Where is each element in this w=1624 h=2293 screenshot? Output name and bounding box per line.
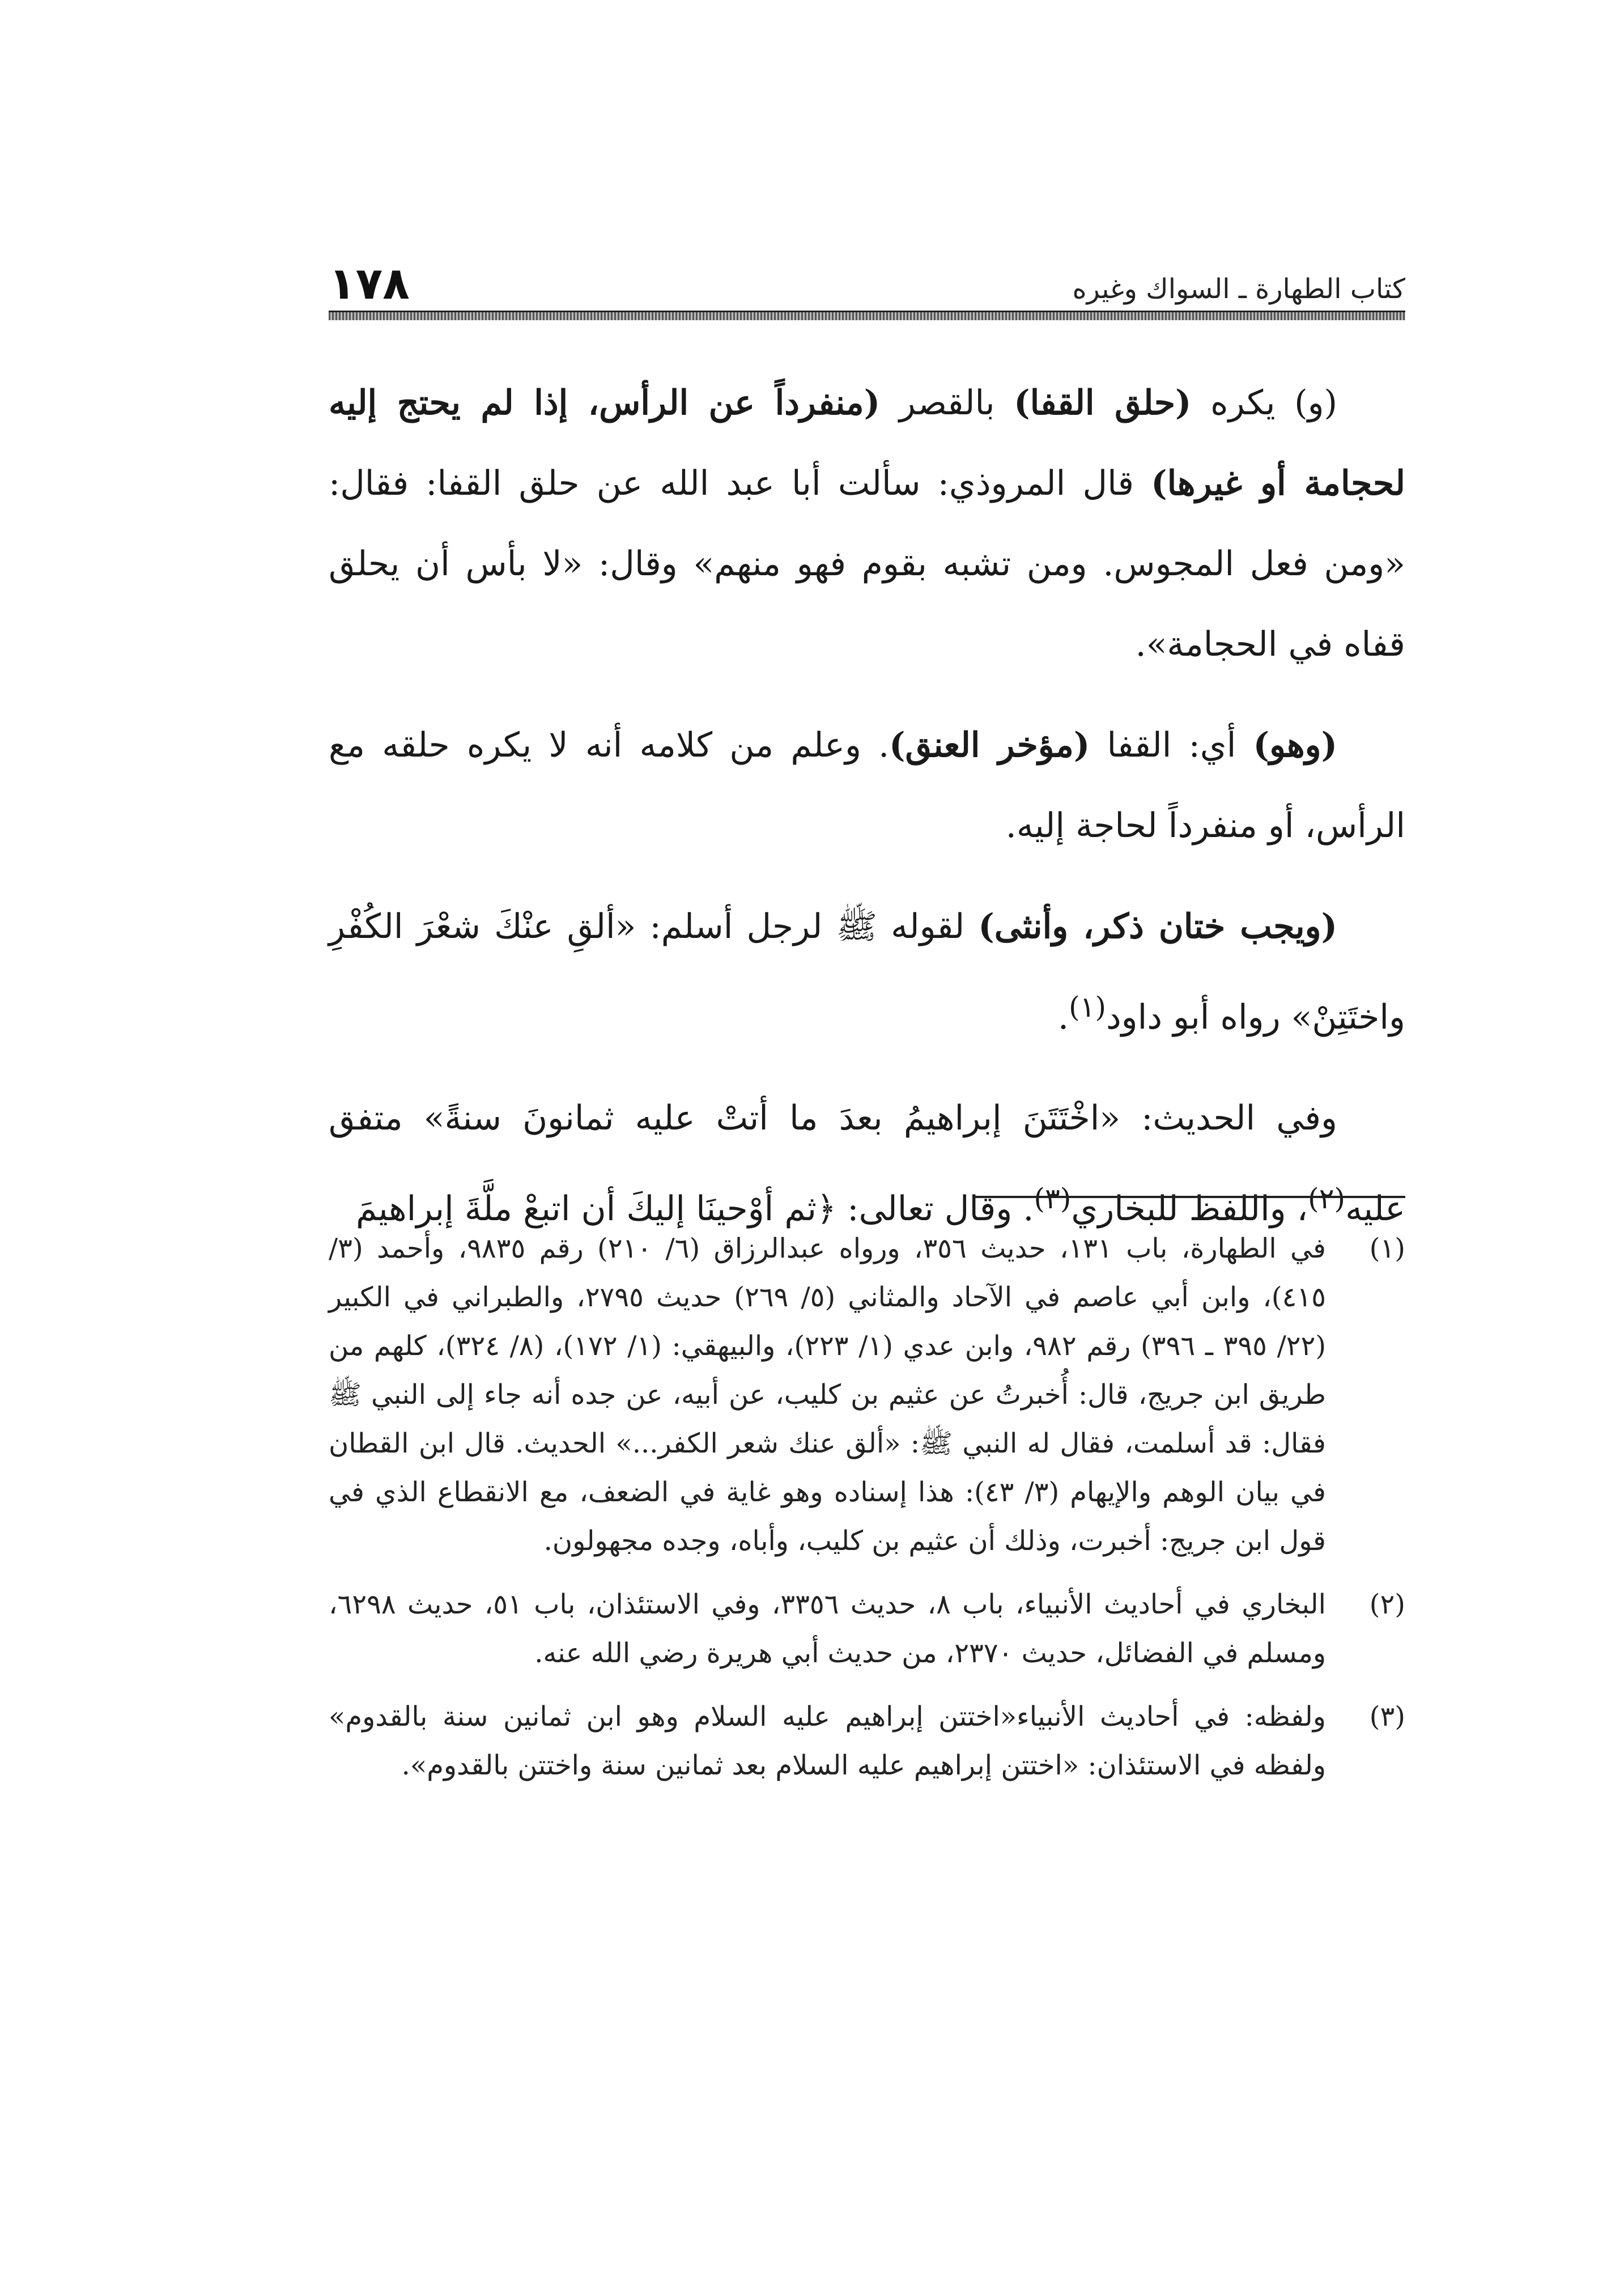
p2-part2: . وعلم من كلامه أنه لا يكره حلقه مع الرأس، أو منفرداً لحاجة إليه. (329, 725, 1405, 846)
footnote-ref-1[interactable]: (١) (1069, 991, 1106, 1024)
p1-bold2: (منفرداً عن الرأس، إذا لم يحتج إليه لحجامة أو غيرها) (329, 383, 1406, 503)
paragraph-3 (329, 886, 1405, 1058)
p2-part1: أي: القفا (1090, 725, 1253, 765)
footnote-number: (٣) (1369, 1701, 1405, 1733)
footnote-number: (١) (1369, 1233, 1405, 1264)
footnote-2 (329, 1580, 1405, 1678)
footnote-text: ولفظه: في أحاديث الأنبياء«اختتن إبراهيم عليه السلام وهو ابن ثمانين سنة بالقدوم» ولفظه في الاستئذان: «اختتن إبراهيم عليه السلام بعد ثمانين سنة واختتن بالقدوم». (329, 1701, 1326, 1781)
footnotes (329, 1224, 1405, 1804)
p3-bold1: (ويجب ختان ذكر، وأنثى) (978, 907, 1338, 946)
footnote-number: (٢) (1369, 1589, 1405, 1620)
paragraph-1 (329, 363, 1405, 685)
paragraph-4 (329, 1078, 1405, 1249)
footnote-3 (329, 1692, 1405, 1790)
page-header (329, 244, 1405, 309)
footnote-text: في الطهارة، باب ١٣١، حديث ٣٥٦، ورواه عبدالرزاق (٦/ ٢١٠) رقم ٩٨٣٥، وأحمد (٣/ ٤١٥)، وابن أبي عاصم في الآحاد والمثاني (٥/ ٢٦٩) حديث ٢٧٩٥، والطبراني في الكبير (٢٢/ ٣٩٥ ـ ٣٩٦) رقم ٩٨٢، وابن عدي (١/ ٢٢٣)، والبيهقي: (١/ ١٧٢)، (٨/ ٣٢٤)، كلهم من طريق ابن جريج، قال: أُخبرتُ عن عثيم بن كليب، عن أبيه، عن جده أنه جاء إلى النبي ﷺ فقال: قد أسلمت، فقال له النبي ﷺ: «ألق عنك شعر الكفر...» الحديث. قال ابن القطان في بيان الوهم والإيهام (٣/ ٤٣): هذا إسناده وهو غاية في الضعف، مع الانقطاع الذي في قول ابن جريج: أخبرت، وذلك أن عثيم بن كليب، وأباه، وجده مجهولون. (329, 1233, 1327, 1557)
p1-bold1: (حلق القفا) (1014, 383, 1192, 423)
paragraph-2 (329, 705, 1405, 866)
p3-part1: لقوله ﷺ لرجل أسلم: «ألقِ عنْكَ شعْرَ الكُفْرِ واختَتِنْ» رواه أبو داود (329, 907, 1405, 1037)
p2-bold1: (وهو) (1253, 725, 1337, 765)
footnote-text: البخاري في أحاديث الأنبياء، باب ٨، حديث ٣٣٥٦، وفي الاستئذان، باب ٥١، حديث ٦٢٩٨، ومسلم في الفضائل، حديث ٢٣٧٠، من حديث أبي هريرة رضي الله عنه. (329, 1589, 1327, 1669)
p1-part1: (و) يكره (1191, 383, 1337, 423)
running-title: كتاب الطهارة ـ السواك وغيره (1072, 273, 1405, 305)
footnote-ref-2[interactable]: (٢) (1308, 1182, 1346, 1215)
p1-part2: بالقصر (880, 383, 1014, 423)
p4-part2: ، واللفظ للبخاري (1071, 1189, 1308, 1229)
p2-bold2: (مؤخر العنق) (889, 725, 1090, 765)
page-number: ١٧٨ (329, 258, 410, 309)
p4-part1: وفي الحديث: «اخْتَتَنَ إبراهيمُ بعدَ ما أتتْ عليه ثمانونَ سنةً» متفق عليه (329, 1098, 1405, 1229)
footnote-separator (975, 1196, 1405, 1198)
footnote-1 (329, 1224, 1405, 1565)
header-rule (329, 311, 1405, 320)
main-text (329, 363, 1405, 1269)
footnote-ref-3[interactable]: (٣) (1034, 1182, 1072, 1215)
p3-part2: . (1057, 997, 1069, 1037)
p1-part3: قال المروذي: سألت أبا عبد الله عن حلق القفا: فقال: «ومن فعل المجوس. ومن تشبه بقوم فهو منهم» وقال: «لا بأس أن يحلق قفاه في الحجامة». (329, 464, 1405, 664)
p4-part3: . وقال تعالى: ﴿ثم أوْحينَا إليكَ أن اتبعْ ملَّةَ إبراهيمَ (356, 1189, 1034, 1229)
